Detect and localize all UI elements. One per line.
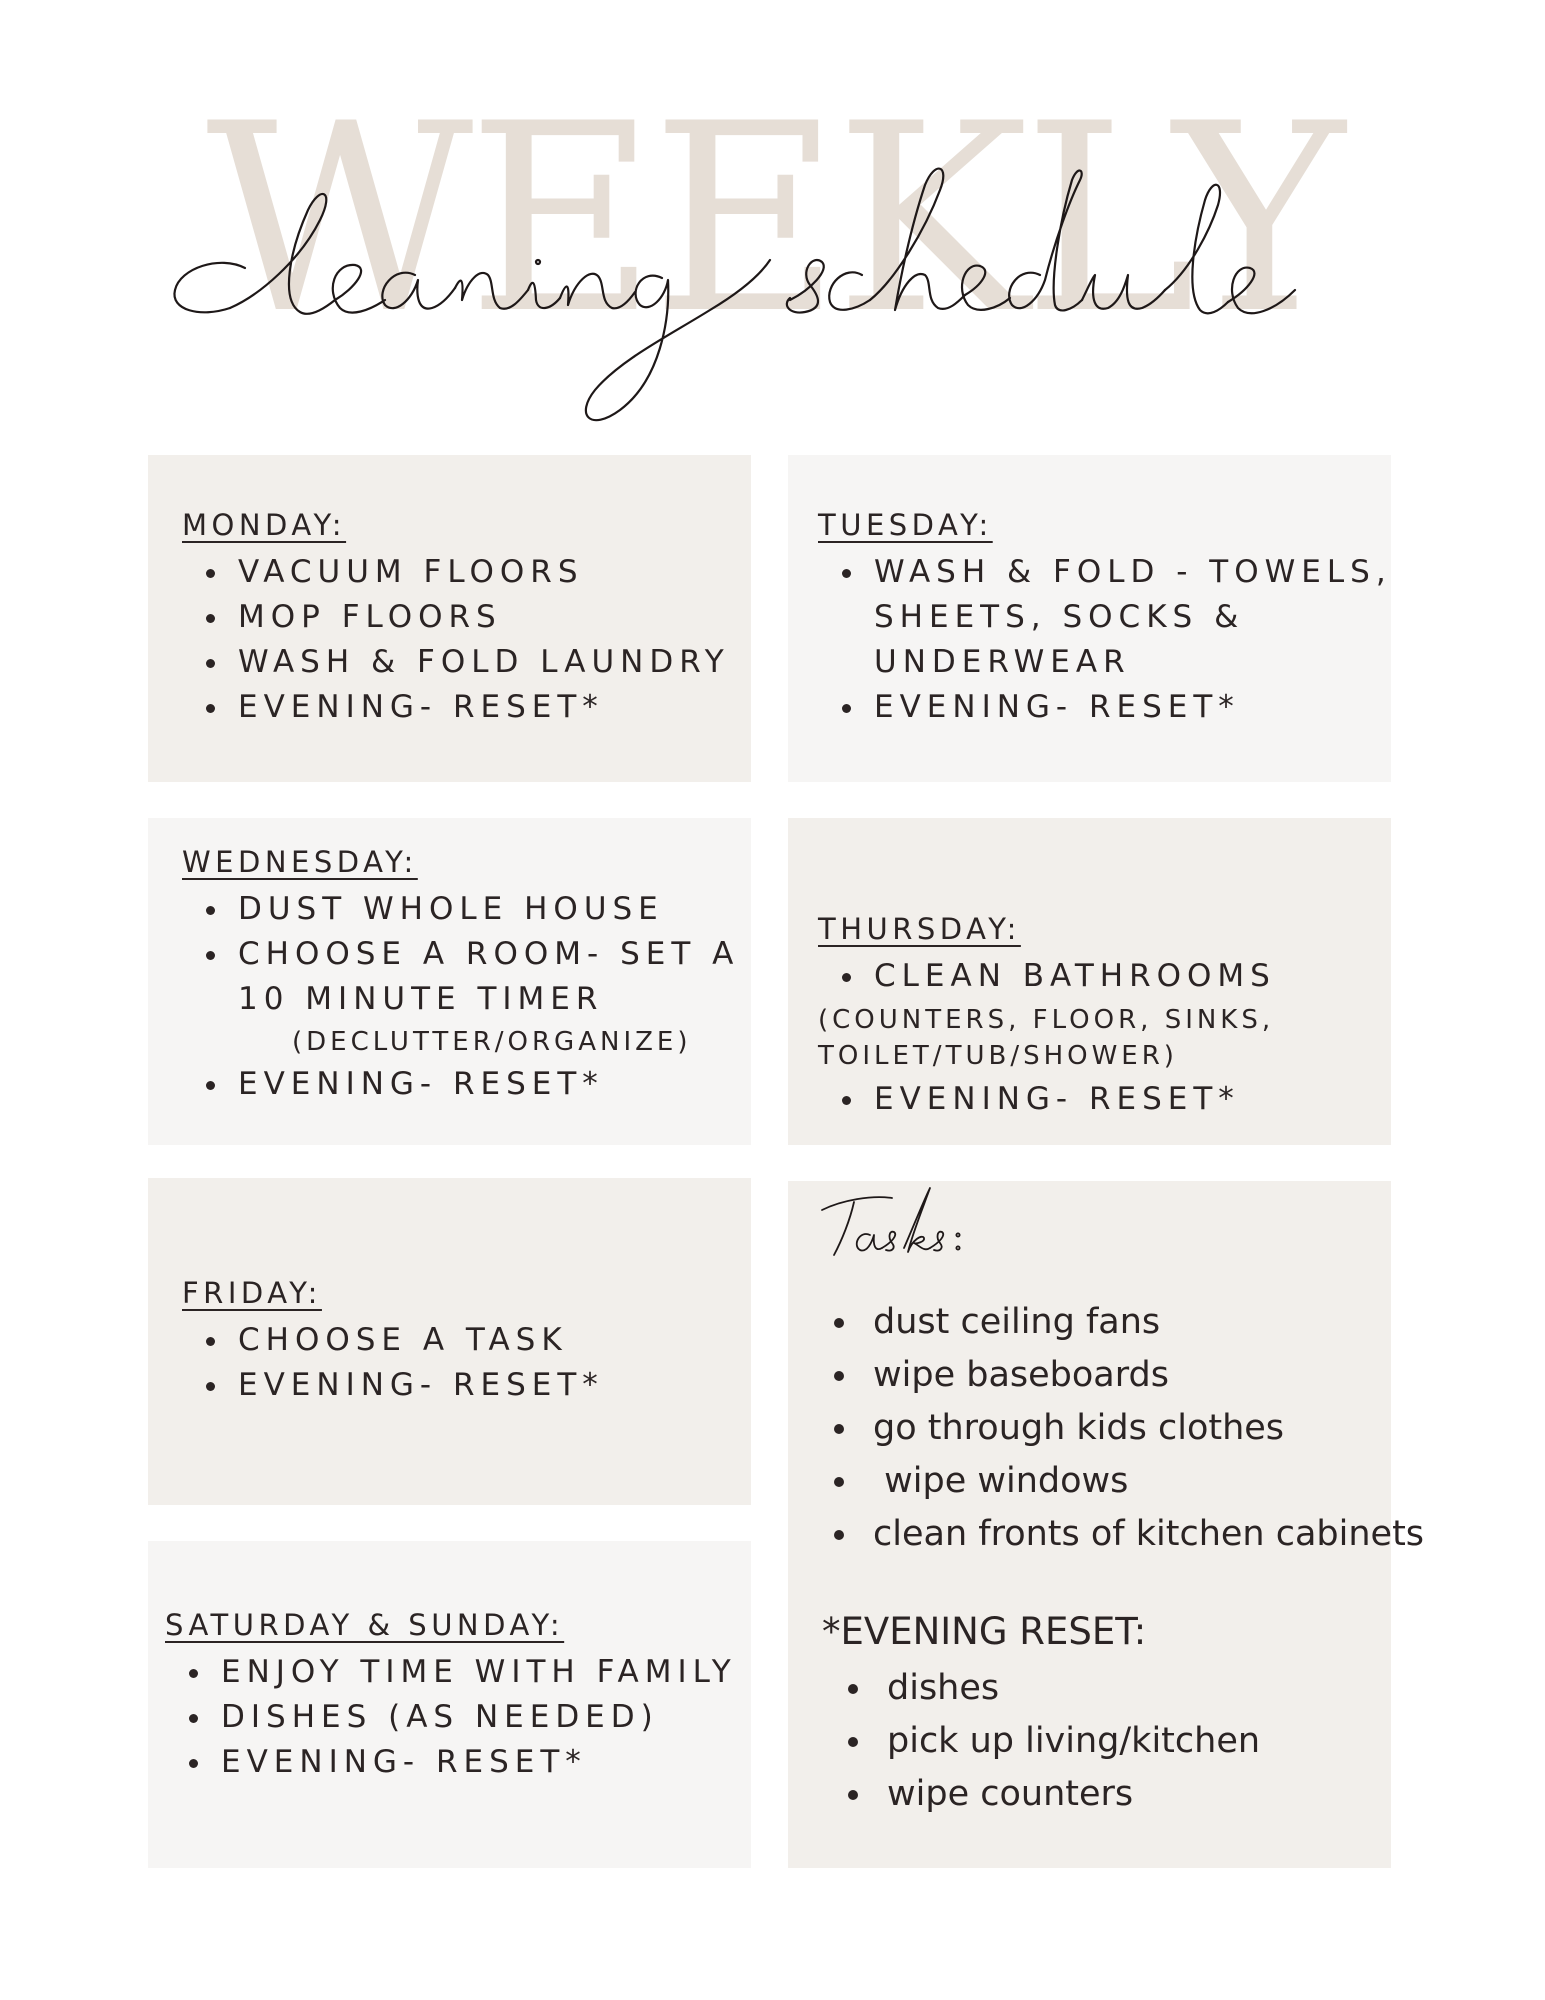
list-item: WASH & FOLD LAUNDRY <box>182 640 730 685</box>
friday-list <box>182 1318 604 1408</box>
evening-reset-list <box>832 1662 1260 1821</box>
list-item: CHOOSE A TASK <box>182 1318 604 1363</box>
list-item: EVENING- RESET* <box>165 1740 737 1785</box>
script-title-drawing <box>150 150 1320 430</box>
wednesday-heading: WEDNESDAY: <box>182 845 418 879</box>
list-item: wipe baseboards <box>818 1349 1424 1402</box>
evening-reset-heading: *EVENING RESET: <box>822 1610 1147 1653</box>
list-item: DISHES (AS NEEDED) <box>165 1695 737 1740</box>
list-item: EVENING- RESET* <box>182 685 730 730</box>
list-item-line: UNDERWEAR <box>874 644 1131 680</box>
monday-list <box>182 550 730 730</box>
list-item: go through kids clothes <box>818 1402 1424 1455</box>
tuesday-list <box>818 550 1392 730</box>
tasks-heading <box>812 1180 1012 1270</box>
list-item: dishes <box>832 1662 1260 1715</box>
list-item: EVENING- RESET* <box>818 1077 1240 1122</box>
thursday-list-a <box>818 954 1276 999</box>
list-item: ENJOY TIME WITH FAMILY <box>165 1650 737 1695</box>
list-item-line: 10 MINUTE TIMER <box>238 981 604 1017</box>
list-item: EVENING- RESET* <box>182 1062 739 1107</box>
script-title <box>150 150 1320 430</box>
list-item: wipe windows <box>818 1455 1424 1508</box>
thursday-detail-line-2: TOILET/TUB/SHOWER) <box>818 1041 1178 1071</box>
list-item <box>818 550 1392 685</box>
weekend-list <box>165 1650 737 1785</box>
list-item: pick up living/kitchen <box>832 1715 1260 1768</box>
list-item: dust ceiling fans <box>818 1296 1424 1349</box>
weekend-heading: SATURDAY & SUNDAY: <box>165 1608 565 1642</box>
thursday-detail-line-1: (COUNTERS, FLOOR, SINKS, <box>818 1005 1275 1035</box>
list-item-line: SHEETS, SOCKS & <box>874 599 1245 635</box>
list-item-subnote: (DECLUTTER/ORGANIZE) <box>292 1027 692 1057</box>
list-item: EVENING- RESET* <box>182 1363 604 1408</box>
thursday-list-b <box>818 1077 1240 1122</box>
tasks-list <box>818 1296 1424 1561</box>
list-item: MOP FLOORS <box>182 595 730 640</box>
background-title-weekly: WEEKLY <box>206 69 1339 371</box>
list-item: DUST WHOLE HOUSE <box>182 887 739 932</box>
wednesday-list <box>182 887 739 1107</box>
tuesday-heading: TUESDAY: <box>818 508 993 542</box>
list-item: wipe counters <box>832 1768 1260 1821</box>
list-item: VACUUM FLOORS <box>182 550 730 595</box>
monday-heading: MONDAY: <box>182 508 347 542</box>
tasks-heading-drawing <box>812 1180 1012 1270</box>
list-item: CLEAN BATHROOMS <box>818 954 1276 999</box>
list-item <box>182 932 739 1062</box>
friday-heading: FRIDAY: <box>182 1276 322 1310</box>
thursday-heading: THURSDAY: <box>818 912 1021 946</box>
list-item: EVENING- RESET* <box>818 685 1392 730</box>
list-item-line: WASH & FOLD - TOWELS, <box>874 554 1392 590</box>
list-item: clean fronts of kitchen cabinets <box>818 1508 1424 1561</box>
list-item-line: CHOOSE A ROOM- SET A <box>238 936 740 972</box>
